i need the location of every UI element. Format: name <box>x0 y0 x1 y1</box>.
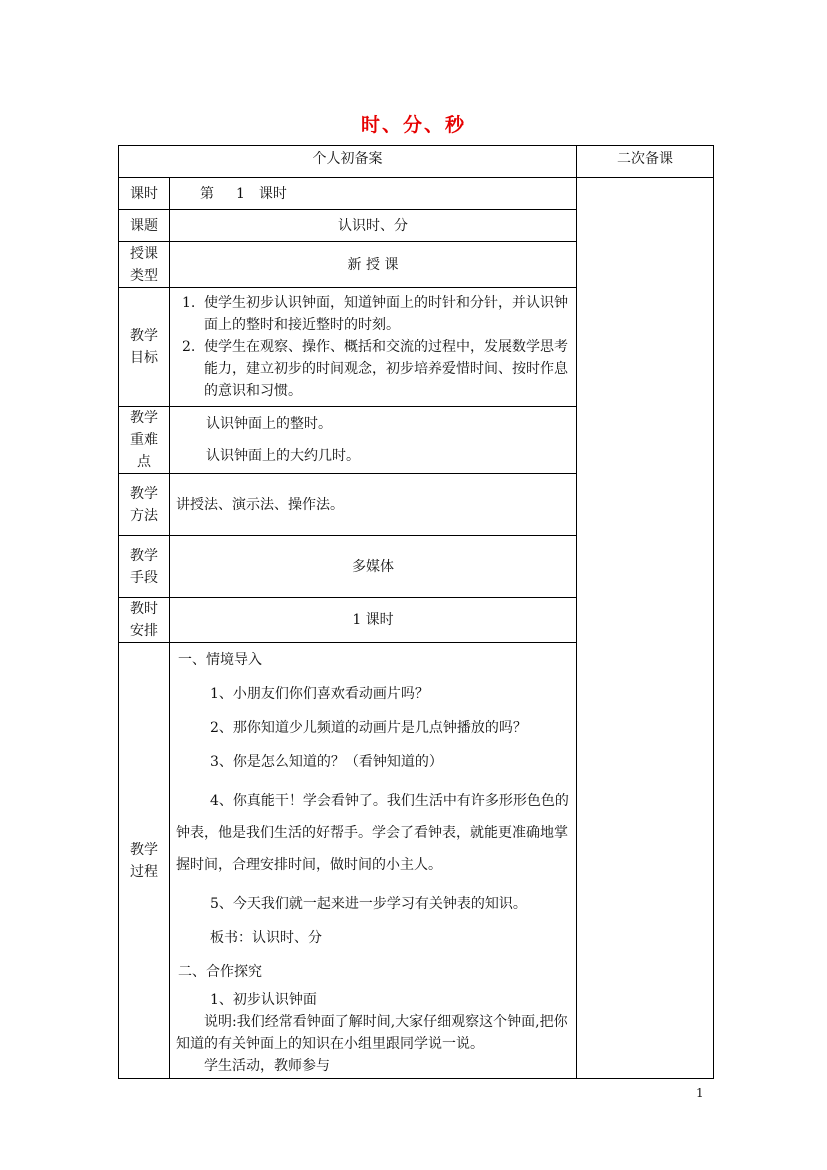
schedule-value: 1 课时 <box>170 598 577 643</box>
topic-label: 课题 <box>119 210 170 242</box>
goal-text: 使学生在观察、操作、概括和交流的过程中，发展数学思考能力，建立初步的时间观念，初步培养爱惜时间、按时作息的意识和习惯。 <box>204 339 568 399</box>
goal-text: 使学生初步认识钟面，知道钟面上的时针和分针，并认识钟面上的整时和接近整时的时刻。 <box>204 295 568 333</box>
goal-item <box>176 292 570 336</box>
header-personal: 个人初备案 <box>119 146 577 178</box>
process-label <box>119 643 170 1079</box>
process-explain: 说明:我们经常看钟面了解时间,大家仔细观察这个钟面,把你知道的有关钟面上的知识在小组里跟同学说一说。 <box>176 1014 568 1052</box>
lesson-type-value: 新 授 课 <box>170 242 577 288</box>
key-points-label-2: 重难 <box>130 432 158 448</box>
lesson-type-label-1: 授课 <box>130 245 158 262</box>
methods-label-1: 教学 <box>130 485 158 502</box>
lesson-plan-table <box>118 145 714 1079</box>
goal-number: 1. <box>182 295 196 311</box>
goals-label <box>119 288 170 407</box>
process-section-1: 一、情境导入 <box>178 652 262 668</box>
process-q1: 1、小朋友们你们喜欢看动画片吗？ <box>210 686 429 702</box>
key-points-label-1: 教学 <box>130 410 158 426</box>
process-s1: 1、初步认识钟面 <box>210 992 317 1008</box>
process-q5: 5、今天我们就一起来进一步学习有关钟表的知识。 <box>210 896 527 912</box>
goals-label-2: 目标 <box>130 350 158 366</box>
process-label-1: 教学 <box>130 841 158 858</box>
second-prep-column <box>577 178 714 1079</box>
document-title: 时、分、秒 <box>360 114 466 136</box>
period-value-c: 课时 <box>258 185 287 202</box>
lesson-type-label <box>119 242 170 288</box>
means-label <box>119 536 170 598</box>
goals-label-1: 教学 <box>130 328 158 344</box>
process-content <box>170 643 577 1079</box>
topic-value: 认识时、分 <box>170 210 577 242</box>
period-value <box>170 178 577 210</box>
schedule-label <box>119 598 170 643</box>
methods-label-2: 方法 <box>130 507 158 524</box>
process-q3: 3、你是怎么知道的？（看钟知道的） <box>210 754 443 770</box>
process-section-2: 二、合作探究 <box>178 964 262 980</box>
goal-number: 2. <box>182 339 196 355</box>
means-label-2: 手段 <box>130 569 158 586</box>
period-value-a: 第 <box>200 185 214 202</box>
header-second: 二次备课 <box>577 146 714 178</box>
lesson-type-label-2: 类型 <box>130 267 158 284</box>
means-label-1: 教学 <box>130 547 158 564</box>
key-points-value <box>170 407 577 474</box>
key-point-line-1: 认识钟面上的整时。 <box>206 416 332 432</box>
period-label: 课时 <box>119 178 170 210</box>
methods-label <box>119 474 170 536</box>
process-q4: 4、你真能干！学会看钟了。我们生活中有许多形形色色的钟表，他是我们生活的好帮手。学会了看钟表，就能更准确地掌握时间，合理安排时间，做时间的小主人。 <box>176 793 569 873</box>
schedule-label-2: 安排 <box>130 623 158 639</box>
key-points-label-3: 点 <box>137 454 151 470</box>
process-activity: 学生活动，教师参与 <box>204 1058 330 1074</box>
process-label-2: 过程 <box>130 863 158 880</box>
process-board: 板书：认识时、分 <box>210 930 322 946</box>
means-value: 多媒体 <box>170 536 577 598</box>
page-number: 1 <box>696 1086 704 1100</box>
period-value-b: 1 <box>236 185 245 202</box>
methods-value: 讲授法、演示法、操作法。 <box>170 474 577 536</box>
goals-list <box>170 288 577 407</box>
goal-item <box>176 336 570 402</box>
schedule-label-1: 教时 <box>130 601 158 617</box>
key-points-label <box>119 407 170 474</box>
key-point-line-2: 认识钟面上的大约几时。 <box>206 448 360 464</box>
process-q2: 2、那你知道少儿频道的动画片是几点钟播放的吗？ <box>210 720 527 736</box>
